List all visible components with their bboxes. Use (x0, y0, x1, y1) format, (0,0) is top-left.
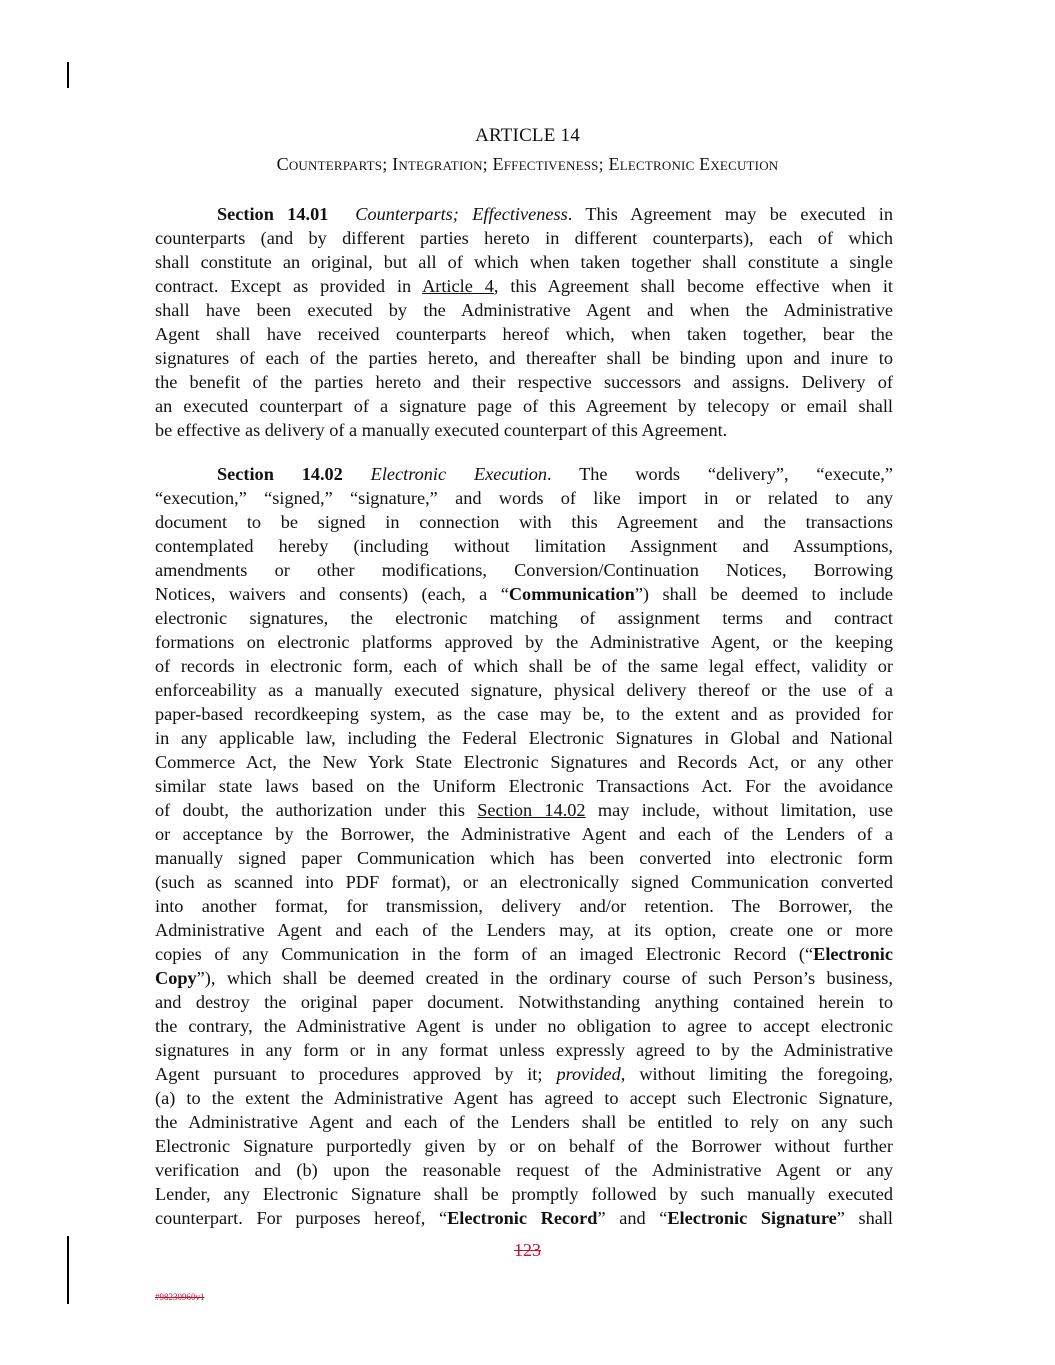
text-run: ” shall (836, 1208, 893, 1228)
paragraph-line: similar state laws based on the Uniform Electronic Transactions Act. For the avoidance (155, 776, 893, 796)
section-title: Electronic Execution (370, 464, 548, 484)
paragraph-line: the benefit of the parties hereto and their respective successors and assigns. Delivery of (155, 372, 893, 392)
text-run: ”) shall be deemed to include (634, 584, 893, 604)
paragraph-line: the Administrative Agent and each of the Lenders shall be entitled to rely on any such (155, 1112, 893, 1132)
defined-term: Electronic (813, 944, 893, 964)
paragraph-line: enforceability as a manually executed signature, physical delivery thereof or the use of a (155, 680, 893, 700)
text-run: ” and “ (597, 1208, 668, 1228)
paragraph-line: (such as scanned into PDF format), or an electronically signed Communication converted (155, 872, 893, 892)
section-14-02-reference: Section 14.02 (477, 800, 586, 820)
paragraph-line: amendments or other modifications, Conversion/Continuation Notices, Borrowing (155, 560, 893, 580)
paragraph-line: signatures of each of the parties hereto, and thereafter shall be binding upon and inure to (155, 348, 893, 368)
text-run: , without limiting the foregoing, (620, 1064, 893, 1084)
paragraph-line: Electronic Signature purportedly given by or on behalf of the Borrower without further (155, 1136, 893, 1156)
defined-term: Electronic Signature (667, 1208, 837, 1228)
paragraph-line: contemplated hereby (including without limitation Assignment and Assumptions, (155, 536, 893, 556)
text-run: may include, without limitation, use (585, 800, 893, 820)
defined-term: Electronic Record (447, 1208, 598, 1228)
paragraph-line (155, 1206, 893, 1230)
page-number: 123 (514, 1240, 541, 1260)
paragraph-line: electronic signatures, the electronic matching of assignment terms and contract (155, 608, 893, 628)
text-run: . This Agreement may be executed in (567, 204, 894, 224)
paragraph-line (155, 942, 893, 966)
paragraph-line: counterparts (and by different parties hereto in different counterparts), each of which (155, 228, 893, 248)
defined-term: Communication (508, 584, 635, 604)
paragraph-line: in any applicable law, including the Federal Electronic Signatures in Global and National (155, 728, 893, 748)
paragraph-line: into another format, for transmission, delivery and/or retention. The Borrower, the (155, 896, 893, 916)
paragraph-line (155, 966, 893, 990)
paragraph-line: an executed counterpart of a signature page of this Agreement by telecopy or email shall (155, 396, 893, 416)
italic-term: provided (556, 1064, 621, 1084)
paragraph-line (155, 202, 893, 226)
text-run: , this Agreement shall become effective when it (493, 276, 893, 296)
paragraph-line: paper-based recordkeeping system, as the case may be, to the extent and as provided for (155, 704, 893, 724)
paragraph-line: shall constitute an original, but all of which when taken together shall constitute a single (155, 252, 893, 272)
paragraph-line: verification and (b) upon the reasonable request of the Administrative Agent or any (155, 1160, 893, 1180)
section-14-02 (155, 462, 893, 1230)
section-heading: Section 14.02 (217, 464, 343, 484)
text-run: Notices, waivers and consents) (each, a “ (155, 584, 509, 604)
text-run: contract. Except as provided in (155, 276, 423, 296)
section-title: Counterparts; Effectiveness (355, 204, 568, 224)
section-heading: Section 14.01 (217, 204, 329, 224)
change-bar-top (67, 62, 69, 88)
paragraph-line: formations on electronic platforms approved by the Administrative Agent, or the keeping (155, 632, 893, 652)
text-run: . The words “delivery”, “execute,” (547, 464, 893, 484)
paragraph-line: signatures in any form or in any format unless expressly agreed to by the Administrative (155, 1040, 893, 1060)
paragraph-line: “execution,” “signed,” “signature,” and words of like import in or related to any (155, 488, 893, 508)
section-14-01 (155, 202, 893, 442)
paragraph-line: manually signed paper Communication which has been converted into electronic form (155, 848, 893, 868)
paragraph-line (155, 274, 893, 298)
paragraph-line: (a) to the extent the Administrative Agent has agreed to accept such Electronic Signature, (155, 1088, 893, 1108)
paragraph-line: the contrary, the Administrative Agent is under no obligation to agree to accept electronic (155, 1016, 893, 1036)
paragraph-line (155, 462, 893, 486)
paragraph-line: Lender, any Electronic Signature shall be promptly followed by such manually executed (155, 1184, 893, 1204)
paragraph-line: Agent shall have received counterparts hereof which, when taken together, bear the (155, 324, 893, 344)
document-id: #98230960v1 (155, 1292, 205, 1302)
paragraph-line: be effective as delivery of a manually executed counterpart of this Agreement. (155, 420, 728, 440)
paragraph-line: shall have been executed by the Administrative Agent and when the Administrative (155, 300, 893, 320)
paragraph-line (155, 582, 893, 606)
paragraph-line: and destroy the original paper document. Notwithstanding anything contained herein to (155, 992, 893, 1012)
paragraph-line: Administrative Agent and each of the Lenders may, at its option, create one or more (155, 920, 893, 940)
text-run: copies of any Communication in the form of an imaged Electronic Record (“ (155, 944, 814, 964)
text-run: Agent pursuant to procedures approved by it; (155, 1064, 557, 1084)
paragraph-line: document to be signed in connection with this Agreement and the transactions (155, 512, 893, 532)
paragraph-line: of records in electronic form, each of which shall be of the same legal effect, validity or (155, 656, 893, 676)
defined-term: Copy (155, 968, 197, 988)
article-number: ARTICLE 14 (475, 125, 580, 146)
paragraph-line: or acceptance by the Borrower, the Administrative Agent and each of the Lenders of a (155, 824, 893, 844)
article-4-reference: Article 4 (422, 276, 494, 296)
text-run: of doubt, the authorization under this (155, 800, 478, 820)
paragraph-line: Commerce Act, the New York State Electronic Signatures and Records Act, or any other (155, 752, 893, 772)
paragraph-line (155, 1062, 893, 1086)
paragraph-line (155, 798, 893, 822)
text-run: ”), which shall be deemed created in the ordinary course of such Person’s business, (196, 968, 893, 988)
article-title: Counterparts; Integration; Effectiveness; Electronic Execution (276, 154, 779, 174)
text-run: counterpart. For purposes hereof, “ (155, 1208, 448, 1228)
